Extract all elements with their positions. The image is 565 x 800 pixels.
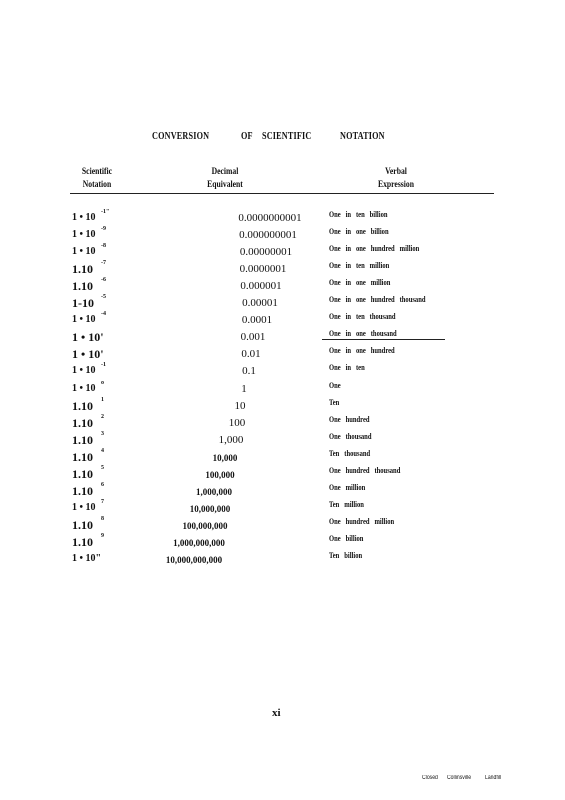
- header-text: Decimal: [211, 166, 239, 176]
- verbal-expression-cell: One in ten thousand: [329, 312, 396, 321]
- header-decimal-equivalent: [195, 165, 255, 191]
- scientific-notation-cell: 1.10: [72, 416, 93, 430]
- decimal-equivalent-cell: 1,000,000,000: [173, 538, 225, 548]
- decimal-equivalent-cell: 0.0001: [241, 314, 273, 326]
- title-word-1: CONVERSION: [152, 131, 210, 142]
- verbal-expression-cell: One in one hundred million: [329, 244, 420, 253]
- decimal-equivalent-cell: 10: [234, 400, 246, 412]
- decimal-equivalent-cell: 0.000001: [240, 280, 282, 292]
- decimal-equivalent-cell: 0.01: [241, 348, 261, 360]
- scientific-notation-cell: 1 • 10': [72, 347, 104, 361]
- page-title: [0, 131, 565, 145]
- scientific-notation-cell: 1 • 10: [72, 229, 96, 240]
- decimal-equivalent-cell: 1,000,000: [196, 487, 232, 497]
- decimal-equivalent-cell: 0.000000001: [239, 229, 297, 241]
- decimal-equivalent-cell: 0.001: [240, 331, 266, 343]
- decimal-equivalent-cell: 10,000,000: [189, 504, 231, 514]
- header-text: Verbal: [385, 166, 407, 176]
- verbal-expression-cell: One in ten billion: [329, 210, 388, 219]
- decimal-equivalent-cell: 1,000: [218, 434, 244, 446]
- exponent-cell: -8: [101, 243, 106, 249]
- header-text: Notation: [82, 179, 112, 189]
- verbal-expression-cell: One in one thousand: [329, 329, 397, 338]
- scientific-notation-cell: 1 • 10: [72, 502, 96, 513]
- exponent-cell: -6: [101, 277, 106, 283]
- title-word-4: NOTATION: [340, 131, 385, 142]
- header-scientific-notation: [67, 165, 127, 191]
- scientific-notation-cell: 1-10: [72, 296, 94, 310]
- scientific-notation-cell: 1.10: [72, 450, 93, 464]
- scientific-notation-cell: 1.10: [72, 399, 93, 413]
- exponent-cell: -1: [101, 362, 106, 368]
- decimal-equivalent-cell: 10,000: [212, 453, 238, 463]
- header-text: Equivalent: [207, 179, 243, 189]
- scientific-notation-cell: 1.10: [72, 535, 93, 549]
- title-word-2: OF: [241, 131, 253, 142]
- scientific-notation-cell: 1.10: [72, 262, 93, 276]
- exponent-cell: 7: [101, 499, 104, 505]
- exponent-cell: -4: [101, 311, 106, 317]
- verbal-expression-cell: One in one hundred thousand: [329, 295, 426, 304]
- strike-line: [322, 339, 445, 340]
- verbal-expression-cell: One: [329, 381, 341, 390]
- scientific-notation-cell: 1.10: [72, 484, 93, 498]
- scientific-notation-cell: 1.10: [72, 467, 93, 481]
- page-number: xi: [272, 707, 281, 719]
- decimal-equivalent-cell: 0.1: [242, 365, 256, 377]
- verbal-expression-cell: Ten thousand: [329, 449, 371, 458]
- header-text: Expression: [377, 179, 414, 189]
- verbal-expression-cell: One thousand: [329, 432, 372, 441]
- scientific-notation-cell: 1.10: [72, 518, 93, 532]
- scientific-notation-cell: 1 • 10: [72, 365, 96, 376]
- header-rule: [70, 193, 494, 194]
- scientific-notation-cell: 1 • 10: [72, 314, 96, 325]
- exponent-cell: -5: [101, 294, 106, 300]
- exponent-cell: o: [101, 380, 104, 386]
- title-word-3: SCIENTIFIC: [262, 131, 312, 142]
- decimal-equivalent-cell: 0.00001: [242, 297, 278, 309]
- verbal-expression-cell: One in ten million: [329, 261, 390, 270]
- verbal-expression-cell: Ten million: [329, 500, 364, 509]
- scientific-notation-cell: 1 • 10: [72, 212, 96, 223]
- decimal-equivalent-cell: 10,000,000,000: [165, 555, 223, 565]
- exponent-cell: 5: [101, 465, 104, 471]
- exponent-cell: -7: [101, 260, 106, 266]
- scientific-notation-cell: 1 • 10: [72, 246, 96, 257]
- decimal-equivalent-cell: 100: [228, 417, 246, 429]
- verbal-expression-cell: One in one hundred: [329, 346, 395, 355]
- exponent-cell: 3: [101, 431, 104, 437]
- footer-collinsville: Collinsville: [447, 775, 472, 781]
- verbal-expression-cell: One million: [329, 483, 366, 492]
- exponent-cell: -1": [101, 209, 110, 215]
- verbal-expression-cell: Ten: [329, 398, 340, 407]
- scientific-notation-cell: 1.10: [72, 433, 93, 447]
- exponent-cell: 6: [101, 482, 104, 488]
- exponent-cell: 9: [101, 533, 104, 539]
- verbal-expression-cell: One hundred million: [329, 517, 395, 526]
- header-verbal-expression: [366, 165, 426, 191]
- exponent-cell: 4: [101, 448, 104, 454]
- exponent-cell: 2: [101, 414, 104, 420]
- exponent-cell: 8: [101, 516, 104, 522]
- scientific-notation-cell: 1.10: [72, 279, 93, 293]
- decimal-equivalent-cell: 0.0000000001: [238, 212, 302, 224]
- header-text: Scientific: [81, 166, 113, 176]
- decimal-equivalent-cell: 0.00000001: [239, 246, 293, 258]
- decimal-equivalent-cell: 100,000,000: [182, 521, 228, 531]
- scientific-notation-cell: 1 • 10": [72, 553, 102, 564]
- decimal-equivalent-cell: 1: [241, 383, 247, 395]
- verbal-expression-cell: One in one billion: [329, 227, 389, 236]
- verbal-expression-cell: One in one million: [329, 278, 391, 287]
- verbal-expression-cell: One in ten: [329, 363, 365, 372]
- verbal-expression-cell: One billion: [329, 534, 364, 543]
- decimal-equivalent-cell: 0.0000001: [239, 263, 287, 275]
- verbal-expression-cell: One hundred: [329, 415, 370, 424]
- footer-landfill: Landfill: [485, 775, 502, 781]
- exponent-cell: -9: [101, 226, 106, 232]
- verbal-expression-cell: One hundred thousand: [329, 466, 401, 475]
- decimal-equivalent-cell: 100,000: [205, 470, 235, 480]
- scientific-notation-cell: 1 • 10: [72, 383, 96, 394]
- verbal-expression-cell: Ten billion: [329, 551, 363, 560]
- exponent-cell: 1: [101, 397, 104, 403]
- scientific-notation-cell: 1 • 10': [72, 330, 104, 344]
- footer-closed: Closed: [422, 775, 438, 781]
